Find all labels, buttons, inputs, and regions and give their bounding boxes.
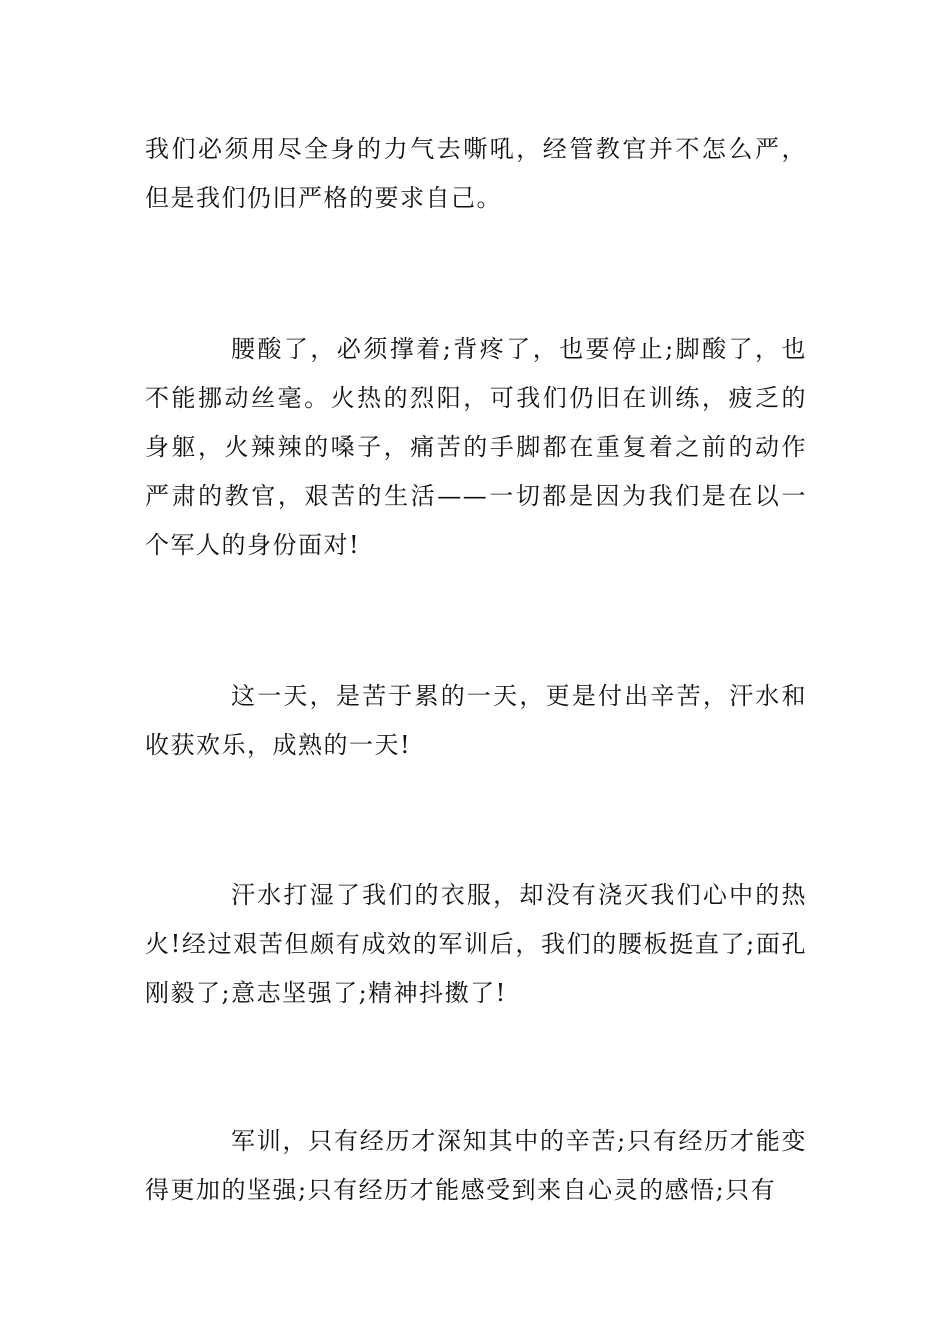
paragraph-5: 军训，只有经历才深知其中的辛苦;只有经历才能变得更加的坚强;只有经历才能感受到来自心灵的感悟;只有 <box>145 1127 807 1204</box>
paragraph-1: 我们必须用尽全身的力气去嘶吼，经管教官并不怎么严，但是我们仍旧严格的要求自己。 <box>145 135 807 212</box>
paragraph-3: 这一天，是苦于累的一天，更是付出辛苦，汗水和收获欢乐，成熟的一天! <box>145 682 807 759</box>
paragraph-2: 腰酸了，必须撑着;背疼了，也要停止;脚酸了，也不能挪动丝毫。火热的烈阳，可我们仍旧在训练，疲乏的身躯，火辣辣的嗓子，痛苦的手脚都在重复着之前的动作严肃的教官，艰苦的生活——一切都是因为我们是在以一个军人的身份面对! <box>145 335 807 559</box>
paragraph-4: 汗水打湿了我们的衣服，却没有浇灭我们心中的热火!经过艰苦但颇有成效的军训后，我们的腰板挺直了;面孔刚毅了;意志坚强了;精神抖擞了! <box>145 881 807 1007</box>
